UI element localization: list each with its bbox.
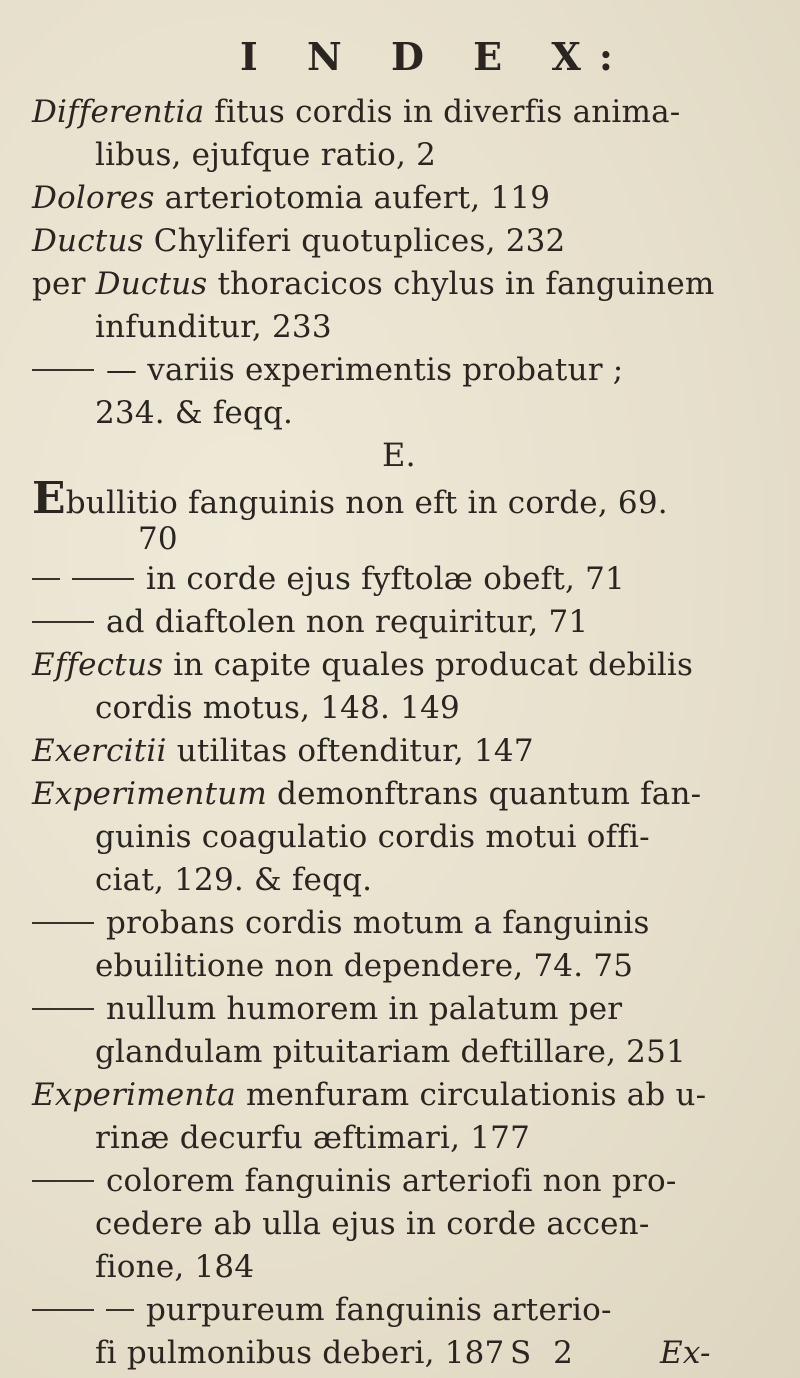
index-entry: fi pulmonibus deberi, 187 xyxy=(95,1335,505,1371)
index-entry: 70 xyxy=(138,521,178,557)
entry-text: demonftrans quantum fan- xyxy=(266,776,702,812)
entry-text: — variis experimentis probatur ; xyxy=(106,352,624,388)
index-entry: libus, ejufque ratio, 2 xyxy=(95,137,437,173)
entry-text: nullum humorem in palatum per xyxy=(106,991,623,1027)
index-entry: rinæ decurfu æftimari, 177 xyxy=(95,1120,530,1156)
index-entry xyxy=(32,353,623,387)
index-entry xyxy=(32,1293,612,1327)
entry-lead: Exercitii xyxy=(32,733,167,769)
ditto-dash xyxy=(106,1309,134,1311)
index-entry: guinis coagulatio cordis motui offi- xyxy=(95,819,650,855)
entry-text: colorem fanguinis arteriofi non pro- xyxy=(106,1163,677,1199)
entry-text: ad diaftolen non requiritur, 71 xyxy=(106,604,589,640)
index-entry xyxy=(32,906,650,940)
initial-letter: E xyxy=(32,473,66,524)
entry-text: purpureum fanguinis arterio- xyxy=(146,1292,612,1328)
entry-text: thoracicos chylus in fanguinem xyxy=(207,266,715,302)
entry-pre: per xyxy=(32,266,96,302)
entry-lead: Effectus xyxy=(32,647,164,683)
entry-lead: Experimentum xyxy=(32,776,267,812)
index-entry: infunditur, 233 xyxy=(95,309,332,345)
entry-text: menfuram circulationis ab u- xyxy=(235,1077,707,1113)
entry-lead: Dolores xyxy=(32,180,155,216)
entry-text: in capite quales producat debilis xyxy=(163,647,694,683)
index-entry xyxy=(32,224,565,258)
entry-text: fitus cordis in diverfis anima- xyxy=(204,94,681,130)
entry-text: probans cordis motum a fanguinis xyxy=(106,905,650,941)
index-entry: cedere ab ulla ejus in corde accen- xyxy=(95,1206,650,1242)
ditto-dash xyxy=(72,578,134,580)
index-entry: cordis motus, 148. 149 xyxy=(95,690,460,726)
entry-text: utilitas oftenditur, 147 xyxy=(166,733,534,769)
signature-mark: S 2 xyxy=(510,1335,579,1371)
entry-text: bullitio fanguinis non eft in corde, 69. xyxy=(65,485,668,521)
index-entry xyxy=(32,473,668,524)
entry-text: Chyliferi quotuplices, 232 xyxy=(143,223,566,259)
index-entry: ebuilitione non dependere, 74. 75 xyxy=(95,948,634,984)
ditto-dash xyxy=(32,1008,94,1010)
index-entry xyxy=(32,267,714,301)
ditto-dash xyxy=(32,369,94,371)
ditto-dash xyxy=(32,1180,94,1182)
ditto-dash xyxy=(32,1309,94,1311)
index-entry xyxy=(32,648,693,682)
index-entry: 234. & feqq. xyxy=(95,395,294,431)
entry-lead: Ductus xyxy=(95,266,208,302)
section-letter: E. xyxy=(382,436,416,474)
entry-text: in corde ejus fyftolæ obeft, 71 xyxy=(146,561,625,597)
index-entry: fione, 184 xyxy=(95,1249,255,1285)
index-entry xyxy=(32,734,534,768)
index-entry xyxy=(32,1164,677,1198)
entry-lead: Ductus xyxy=(32,223,144,259)
index-entry xyxy=(32,605,588,639)
ditto-dash xyxy=(32,578,60,580)
index-entry xyxy=(32,562,625,596)
entry-lead: Differentia xyxy=(32,94,205,130)
index-entry xyxy=(32,95,680,129)
entry-lead: Experimenta xyxy=(32,1077,236,1113)
ditto-dash xyxy=(32,621,94,623)
index-entry: glandulam pituitariam deftillare, 251 xyxy=(95,1034,686,1070)
index-entry xyxy=(32,181,550,215)
page-header: I N D E X: xyxy=(240,34,631,79)
index-entry xyxy=(32,777,701,811)
index-entry: ciat, 129. & feqq. xyxy=(95,862,373,898)
catchword: Ex- xyxy=(660,1335,711,1371)
index-entry xyxy=(32,1078,706,1112)
index-entry xyxy=(32,992,622,1026)
entry-text: arteriotomia aufert, 119 xyxy=(154,180,551,216)
ditto-dash xyxy=(32,922,94,924)
